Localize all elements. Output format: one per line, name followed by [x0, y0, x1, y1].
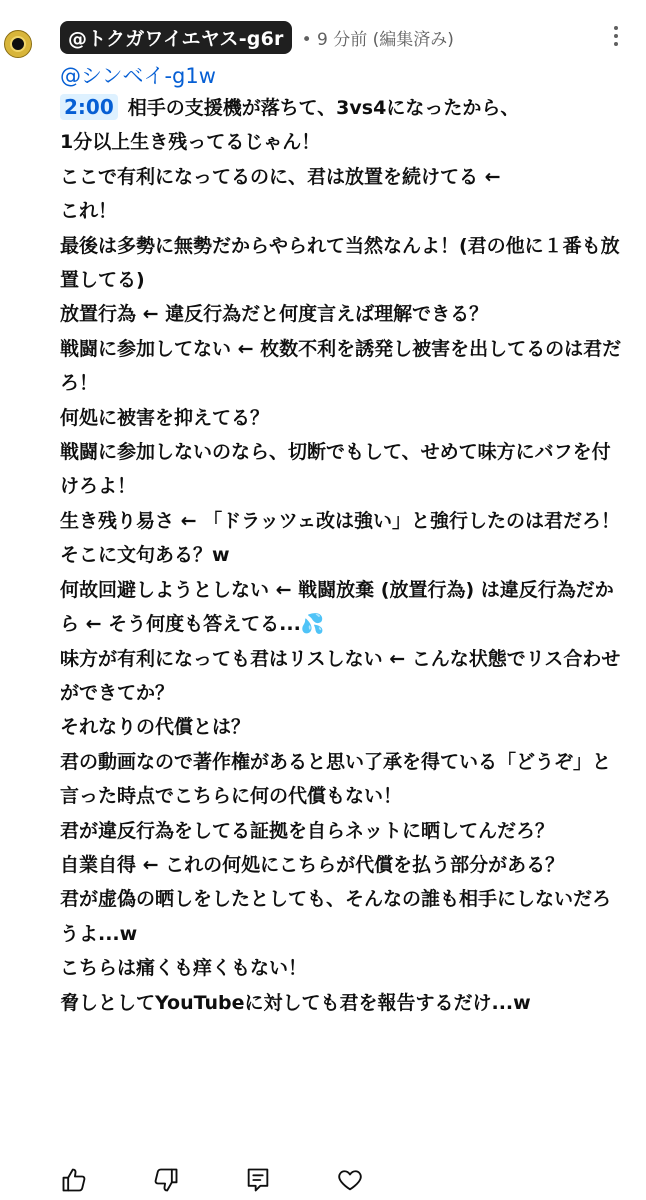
- comment-text: 1分以上生き残ってるじゃん！ ここで有利になってるのに、君は放置を続けてる ← これ！ 最後は多勢に無勢だからやられて当然なんよ！(君の他に１番も放置してる) 放置行為 ← 違反行為だと何度言えば理解できる？ 戦闘に参加してない ← 枚数不利を誘発し被害を出してるのは君だろ！ 何処に被害を抑えてる？ 戦闘に参加しないのなら、切断でもして、せめて味方にバフを付けろよ！ 生き残り易さ ← 「ドラッツェ改は強い」と強行したのは君だろ！ そこに文句ある？w 何故回避しようとしない ← 戦闘放棄 (放置行為) は違反行為だから ← そう何度も答えてる...💦 味方が有利になっても君はリスしない ← こんな状態でリス合わせができてか？ それなりの代償とは？ 君の動画なので著作権があると思い了承を得ている「どうぞ」と言った時点でこちらに何の代償もない！ 君が違反行為をしてる証拠を自らネットに晒してんだろ？ 自業自得 ← これの何処にこちらが代償を払う部分がある？ 君が虚偽の晒しをしたとしても、そんなの誰も相手にしないだろうよ...w こちらは痛くも痒くもない！ 脅しとしてYouTubeに対しても君を報告するだけ...w: [60, 131, 622, 1014]
- comment-first-line: 相手の支援機が落ちて、3vs4になったから、: [127, 97, 520, 119]
- comment-body: [60, 90, 626, 1020]
- avatar[interactable]: [4, 30, 32, 58]
- reply-comment-icon[interactable]: [244, 1166, 274, 1196]
- timestamp-link[interactable]: 2:00: [60, 94, 118, 120]
- thumbs-up-icon[interactable]: [60, 1166, 90, 1196]
- comment-actions: [60, 1166, 428, 1196]
- avatar-crest: [10, 36, 26, 52]
- thumbs-down-icon[interactable]: [152, 1166, 182, 1196]
- heart-icon[interactable]: [336, 1166, 366, 1196]
- author-handle-chip[interactable]: @トクガワイエヤス-g6r: [60, 21, 292, 54]
- comment-meta: • 9 分前 (編集済み): [301, 29, 454, 50]
- comment-header: [60, 22, 646, 52]
- more-vertical-icon[interactable]: [614, 26, 618, 46]
- mention-link[interactable]: @シンベイ-g1w: [60, 64, 216, 88]
